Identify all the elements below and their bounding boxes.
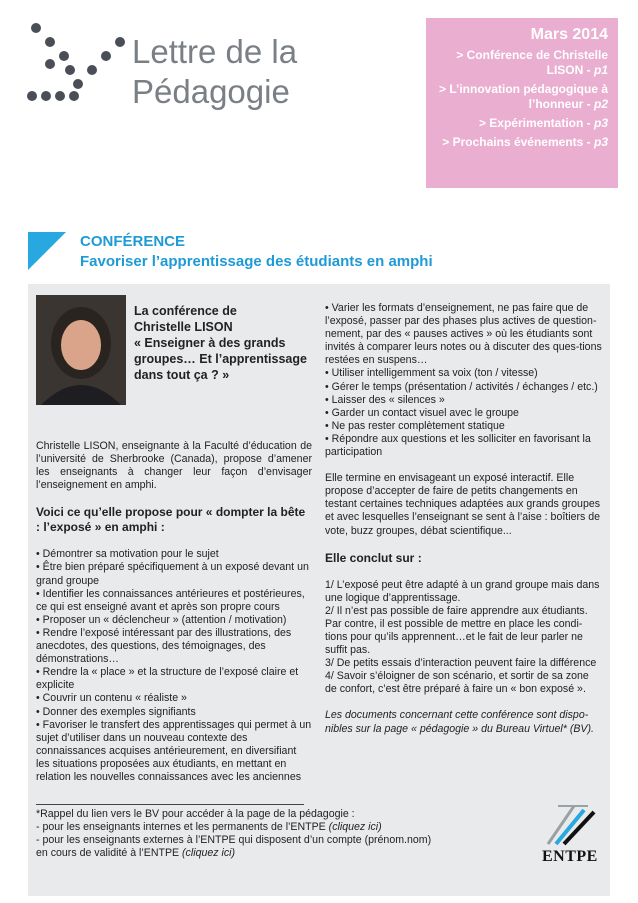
list-item: • Répondre aux questions et les solliciter en favorisant la participation [325, 432, 591, 459]
list-item: • Varier les formats d’enseignement, ne pas faire que de l’exposé, passer par des phases plus actives de question-nement, par des « pauses actives » où les étudiants sont invités à comparer leurs notes ou à discuter des ques-tions restées en suspens… [325, 302, 602, 367]
issue-month: Mars 2014 [530, 26, 608, 43]
list-item: • Démontrer sa motivation pour le sujet [36, 548, 219, 561]
list-item: 4/ Savoir s’éloigner de son scénario, et sortir de sa zone de confort, c’est être préparé à faire un « bon exposé ». [325, 670, 589, 696]
list-item: • Donner des exemples signifiants [36, 705, 196, 718]
list-item: 1/ L’exposé peut être adapté à un grand groupe mais dans une logique d’apprentissage. [325, 578, 600, 604]
entpe-logo-text: ENTPE [542, 848, 598, 865]
right-heading: Elle conclut sur : [325, 550, 422, 565]
list-item: • Rendre l’exposé intéressant par des illustrations, des anecdotes, des questions, des témoignages, des démonstrations… [36, 626, 292, 666]
toc-item-4[interactable]: > Prochains événements - p3 [442, 135, 608, 149]
list-item: • Favoriser le transfert des apprentissages qui permet à un sujet d’utiliser dans un nouveau contexte des connaissances acquises antérieurement, en diversifiant les situations proposées aux étudiants, en mettant en relation les nouvelles connaissances avec les anciennes [36, 718, 312, 783]
list-item: • Garder un contact visuel avec le groupe [325, 406, 519, 419]
section-header [80, 232, 433, 272]
documents-note: Les documents concernant cette conférence sont dispo-nibles sur la page « pédagogie » du Bureau Virtuel* (BV). [325, 709, 594, 735]
speaker-photo [36, 295, 126, 405]
section-title: Favoriser l’apprentissage des étudiants en amphi [80, 253, 433, 270]
dots-logo-icon [26, 22, 126, 108]
list-item: • Laisser des « silences » [325, 393, 445, 406]
pull-quote: La conférence de Christelle LISON « Enseigner à des grands groupes… Et l’apprentissage dans tout ça ? » [134, 304, 307, 382]
section-triangle-icon [28, 232, 66, 270]
list-item: 3/ De petits essais d’interaction peuvent faire la différence [325, 657, 597, 670]
closing-paragraph: Elle termine en envisageant un exposé interactif. Elle propose d’accepter de faire de petits changements en testant certaines techniques adaptées aux grands groupes et avec lesquelles l’enseignant se sent à l’aise : boîtiers de vote, buzz groupes, débat scientifique... [325, 472, 601, 537]
list-item: 2/ Il n’est pas possible de faire apprendre aux étudiants. Par contre, il est possible de mettre en place les condi-tions pour qu’ils apprennent…et le fait de leur parler ne suffit pas. [325, 604, 588, 657]
list-item: • Utiliser intelligemment sa voix (ton / vitesse) [325, 367, 538, 380]
newsletter-title [132, 32, 297, 112]
left-column [36, 440, 312, 784]
list-item: • Ne pas rester complètement statique [325, 419, 505, 432]
list-item: • Gérer le temps (présentation / activités / échanges / etc.) [325, 380, 598, 393]
list-item: • Identifier les connaissances antérieures et postérieures, ce qui est enseigné avant et après son propre cours [36, 587, 305, 613]
right-column [325, 302, 603, 736]
footer-line-1: *Rappel du lien vers le BV pour accéder à la page de la pédagogie : [36, 808, 355, 820]
footer-notes [36, 804, 456, 860]
table-of-contents [426, 18, 618, 188]
external-link[interactable]: (cliquez ici) [182, 847, 236, 859]
section-kicker: CONFÉRENCE [80, 233, 186, 250]
list-item: • Rendre la « place » et la structure de l’exposé claire et explicite [36, 666, 299, 692]
footer-line-2: - pour les enseignants internes et les permanents de l’ENTPE (cliquez ici) [36, 821, 382, 833]
title-line-2: Pédagogie [132, 73, 290, 110]
intro-paragraph: Christelle LISON, enseignante à la Faculté d’éducation de l’université de Sherbrooke (Canada), propose d’amener les enseignants à changer leur façon d’envisager l’enseignement en amphi. [36, 440, 312, 492]
footer-line-4: en cours de validité à l’ENTPE (cliquez ici) [36, 847, 236, 859]
footer-divider [36, 804, 304, 805]
list-item: • Couvrir un contenu « réaliste » [36, 692, 187, 705]
left-heading: Voici ce qu’elle propose pour « dompter la bête : l’exposé » en amphi : [36, 505, 306, 535]
toc-item-2[interactable]: > L’innovation pédagogique à l’honneur - p2 [438, 82, 608, 111]
list-item: • Être bien préparé spécifiquement à un exposé devant un grand groupe [36, 561, 309, 587]
list-item: • Proposer un « déclencheur » (attention / motivation) [36, 613, 287, 626]
toc-item-3[interactable]: > Expérimentation - p3 [478, 116, 608, 130]
footer-line-3: - pour les enseignants externes à l’ENTPE qui disposent d’un compte (prénom.nom) [36, 834, 432, 846]
toc-item-1[interactable]: > Conférence de Christelle LISON - p1 [456, 48, 608, 77]
internal-link[interactable]: (cliquez ici) [328, 821, 382, 833]
title-line-1: Lettre de la [132, 33, 298, 70]
